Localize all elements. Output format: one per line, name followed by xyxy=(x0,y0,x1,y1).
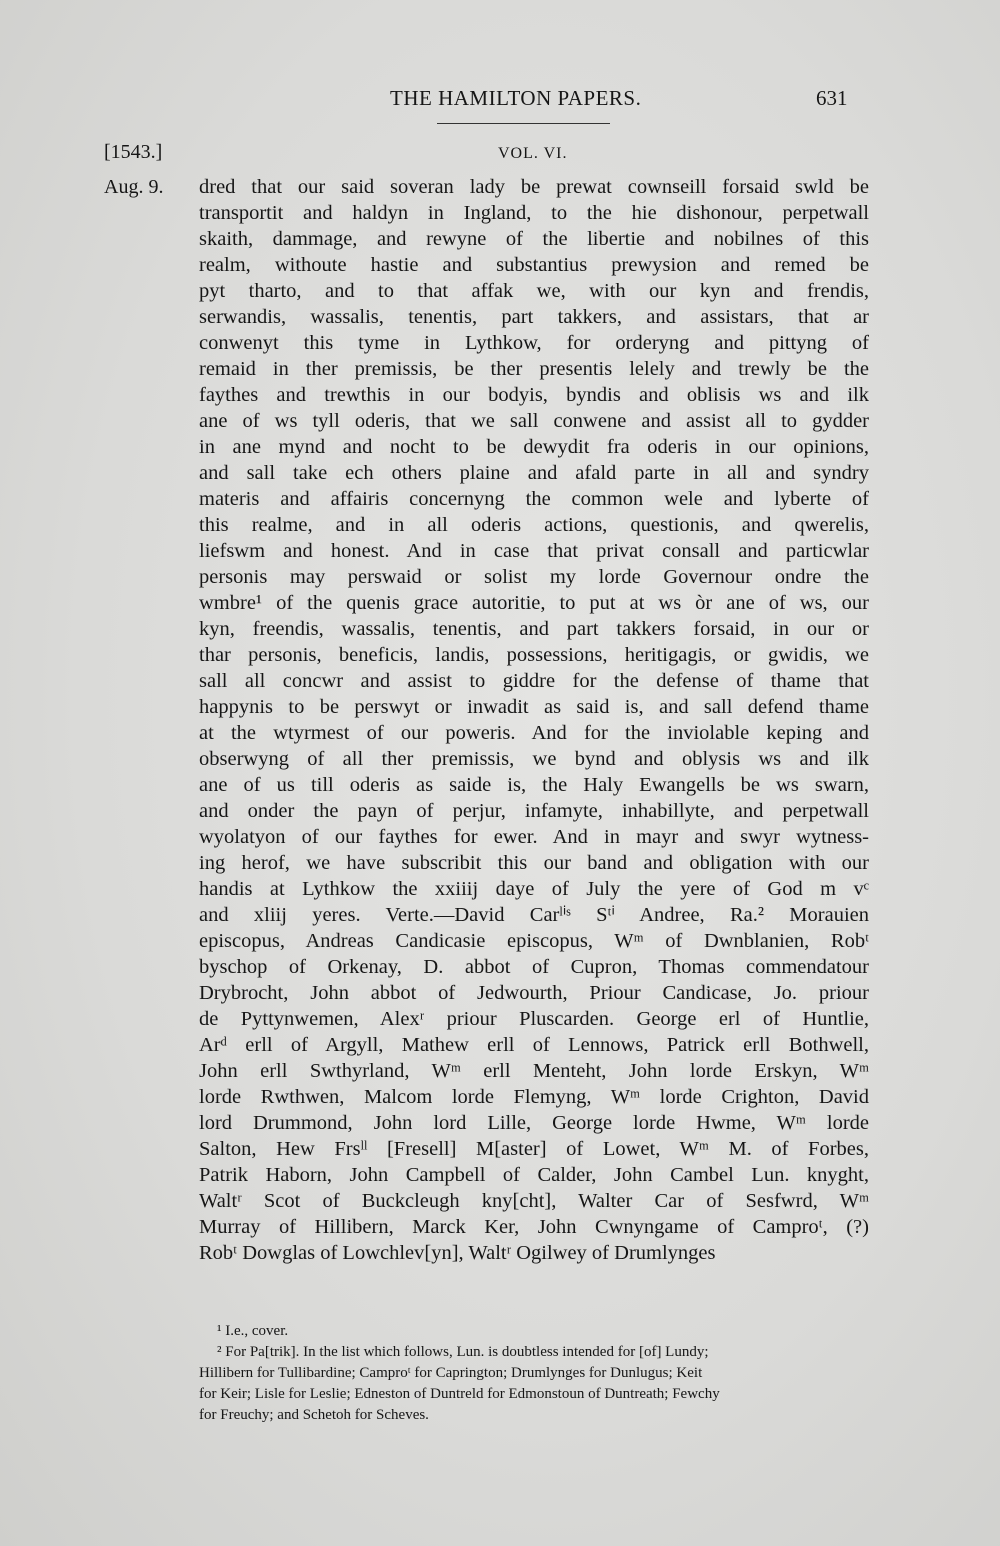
body-line: conwenyt this tyme in Lythkow, for orderyng and pittyng of xyxy=(199,332,869,354)
running-head xyxy=(0,86,1000,116)
body-line: ane of ws tyll oderis, that we sall conwene and assist all to gydder xyxy=(199,410,869,432)
body-line: transportit and haldyn in Ingland, to the hie dishonour, perpetwall xyxy=(199,202,869,224)
body-line: happynis to be perswyt or inwadit as said is, and sall defend thame xyxy=(199,696,869,718)
body-line: skaith, dammage, and rewyne of the libertie and nobilnes of this xyxy=(199,228,869,250)
body-line: wmbre¹ of the quenis grace autoritie, to put at ws òr ane of ws, our xyxy=(199,592,869,614)
body-line: lorde Rwthwen, Malcom lorde Flemyng, Wᵐ lorde Crighton, David xyxy=(199,1086,869,1108)
body-line: materis and affairis concernyng the common wele and lyberte of xyxy=(199,488,869,510)
footnote: ² For Pa[trik]. In the list which follows, Lun. is doubtless intended for [of] Lundy; xyxy=(217,1344,709,1360)
body-line: this realme, and in all oderis actions, questionis, and qwerelis, xyxy=(199,514,869,536)
body-line: in ane mynd and nocht to be dewydit fra oderis in our opinions, xyxy=(199,436,869,458)
body-line: thar personis, beneficis, landis, possessions, heritigagis, or gwidis, we xyxy=(199,644,869,666)
footnote-line: Hillibern for Tullibardine; Camproᵗ for Caprington; Drumlynges for Dunlugus; Keit xyxy=(199,1365,703,1381)
body-line: Arᵈ erll of Argyll, Mathew erll of Lennows, Patrick erll Bothwell, xyxy=(199,1034,869,1056)
body-line: de Pyttynwemen, Alexʳ priour Pluscarden. George erl of Huntlie, xyxy=(199,1008,869,1030)
body-text xyxy=(199,174,869,1266)
margin-date: Aug. 9. xyxy=(104,176,164,198)
body-line: Robᵗ Dowglas of Lowchlev[yn], Waltʳ Ogilwey of Drumlynges xyxy=(199,1242,716,1264)
footnote-line: for Freuchy; and Schetoh for Scheves. xyxy=(199,1407,429,1423)
body-line: obserwyng of all ther premissis, we bynd and oblysis ws and ilk xyxy=(199,748,869,770)
body-line: lord Drummond, John lord Lille, George lorde Hwme, Wᵐ lorde xyxy=(199,1112,869,1134)
body-line: liefswm and honest. And in case that privat consall and particwlar xyxy=(199,540,869,562)
body-line: at the wtyrmest of our poweris. And for the inviolable keping and xyxy=(199,722,869,744)
running-title: THE HAMILTON PAPERS. xyxy=(390,86,642,110)
body-line: wyolatyon of our faythes for ewer. And in mayr and swyr wytness- xyxy=(199,826,869,848)
body-line: handis at Lythkow the xxiiij daye of July the yere of God m vᶜ xyxy=(199,878,869,900)
body-line: sall all concwr and assist to giddre for the defense of thame that xyxy=(199,670,869,692)
body-line: Murray of Hillibern, Marck Ker, John Cwnyngame of Camproᵗ, (?) xyxy=(199,1216,869,1238)
body-line: ing herof, we have subscribit this our band and obligation with our xyxy=(199,852,869,874)
page-number: 631 xyxy=(816,86,848,110)
body-line: Salton, Hew Frsˡˡ [Fresell] M[aster] of Lowet, Wᵐ M. of Forbes, xyxy=(199,1138,869,1160)
body-line: dred that our said soveran lady be prewat cownseill forsaid swld be xyxy=(199,176,869,198)
year-label: [1543.] xyxy=(104,141,163,163)
body-line: Drybrocht, John abbot of Jedwourth, Priour Candicase, Jo. priour xyxy=(199,982,869,1004)
volume-label: VOL. VI. xyxy=(498,145,568,162)
body-line: pyt tharto, and to that affak we, with our kyn and frendis, xyxy=(199,280,869,302)
body-line: John erll Swthyrland, Wᵐ erll Menteht, John lorde Erskyn, Wᵐ xyxy=(199,1060,869,1082)
body-line: and xliij yeres. Verte.—David Carˡⁱˢ Sᵗⁱ Andree, Ra.² Morauien xyxy=(199,904,869,926)
body-line: byschop of Orkenay, D. abbot of Cupron, Thomas commendatour xyxy=(199,956,869,978)
body-line: ane of us till oderis as saide is, the Haly Ewangells be ws swarn, xyxy=(199,774,869,796)
body-line: episcopus, Andreas Candicasie episcopus, Wᵐ of Dwnblanien, Robᵗ xyxy=(199,930,869,952)
header-rule xyxy=(437,123,610,124)
body-line: remaid in ther premissis, be ther presentis lelely and trewly be the xyxy=(199,358,869,380)
footnote: ¹ I.e., cover. xyxy=(217,1323,289,1339)
body-line: faythes and trewthis in our bodyis, byndis and oblisis ws and ilk xyxy=(199,384,869,406)
body-line: serwandis, wassalis, tenentis, part takkers, and assistars, that ar xyxy=(199,306,869,328)
body-line: and onder the payn of perjur, infamyte, inhabillyte, and perpetwall xyxy=(199,800,869,822)
body-line: and sall take ech others plaine and afald parte in all and syndry xyxy=(199,462,869,484)
footnote-line: for Keir; Lisle for Leslie; Edneston of Duntreld for Edmonstoun of Duntreath; Fewchy xyxy=(199,1386,720,1402)
body-line: personis may perswaid or solist my lorde Governour ondre the xyxy=(199,566,869,588)
body-line: kyn, freendis, wassalis, tenentis, and part takkers forsaid, in our or xyxy=(199,618,869,640)
footnotes xyxy=(199,1321,869,1426)
body-line: Patrik Haborn, John Campbell of Calder, John Cambel Lun. knyght, xyxy=(199,1164,869,1186)
body-line: realm, withoute hastie and substantius prewysion and remed be xyxy=(199,254,869,276)
body-line: Waltʳ Scot of Buckcleugh kny[cht], Walter Car of Sesfwrd, Wᵐ xyxy=(199,1190,869,1212)
